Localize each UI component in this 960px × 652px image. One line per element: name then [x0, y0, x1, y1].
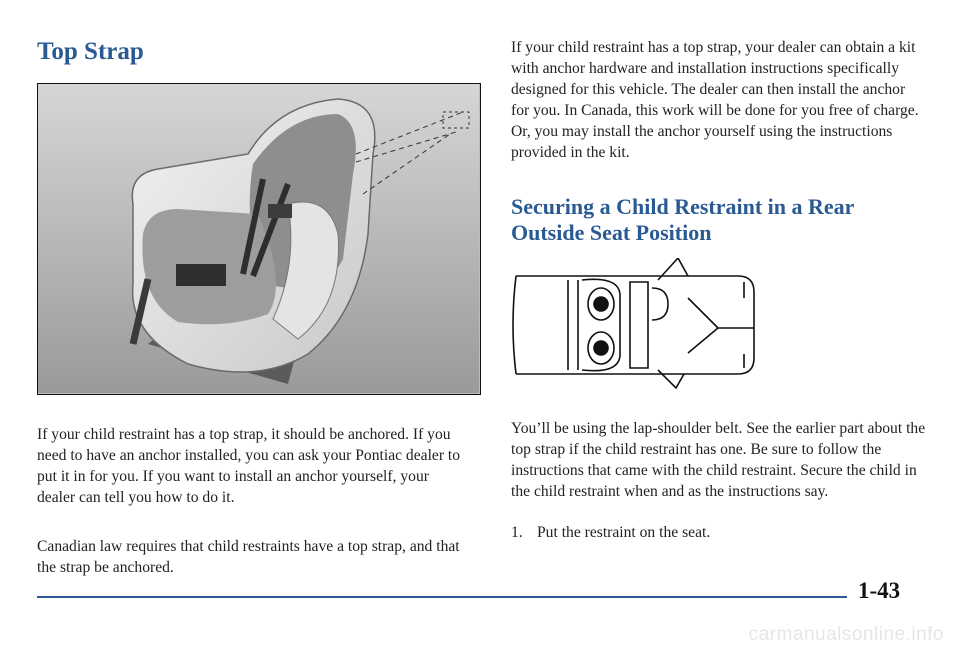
child-seat-illustration [37, 83, 481, 395]
page-number: 1-43 [858, 578, 901, 603]
section-heading-top-strap: Top Strap [37, 38, 144, 65]
step-text: Put the restraint on the seat. [537, 524, 711, 541]
paragraph-canadian-law: Canadian law requires that child restraints have a top strap, and that the strap be anchored. [37, 538, 460, 576]
paragraph-dealer-kit: If your child restraint has a top strap, your dealer can obtain a kit with anchor hardware and installation instructions specifically designed for this vehicle. The dealer can then install the anchor for you. In Canada, this work will be done for you free of charge. Or, you may install the anchor yourself using the instructions provided in the kit. [511, 39, 919, 161]
footer-rule [37, 596, 847, 598]
vehicle-seating-diagram [508, 258, 764, 390]
section-heading-rear-outside-seat: Securing a Child Restraint in a Rear Outside Seat Position [511, 194, 855, 245]
paragraph-anchor-installation: If your child restraint has a top strap, it should be anchored. If you need to have an anchor installed, you can ask your Pontiac dealer to put it in for you. If you want to install an anchor yourself, your dealer can tell you how to do it. [37, 426, 461, 506]
step-number: 1. [511, 524, 523, 541]
step-item [511, 524, 710, 542]
watermark: carmanualsonline.info [748, 624, 944, 645]
paragraph-lap-shoulder-belt: You’ll be using the lap-shoulder belt. See the earlier part about the top strap if the child restraint has one. Be sure to follow the instructions that came with the child restraint. Secure the child in the child restraint when and as the instructions say. [511, 420, 926, 500]
